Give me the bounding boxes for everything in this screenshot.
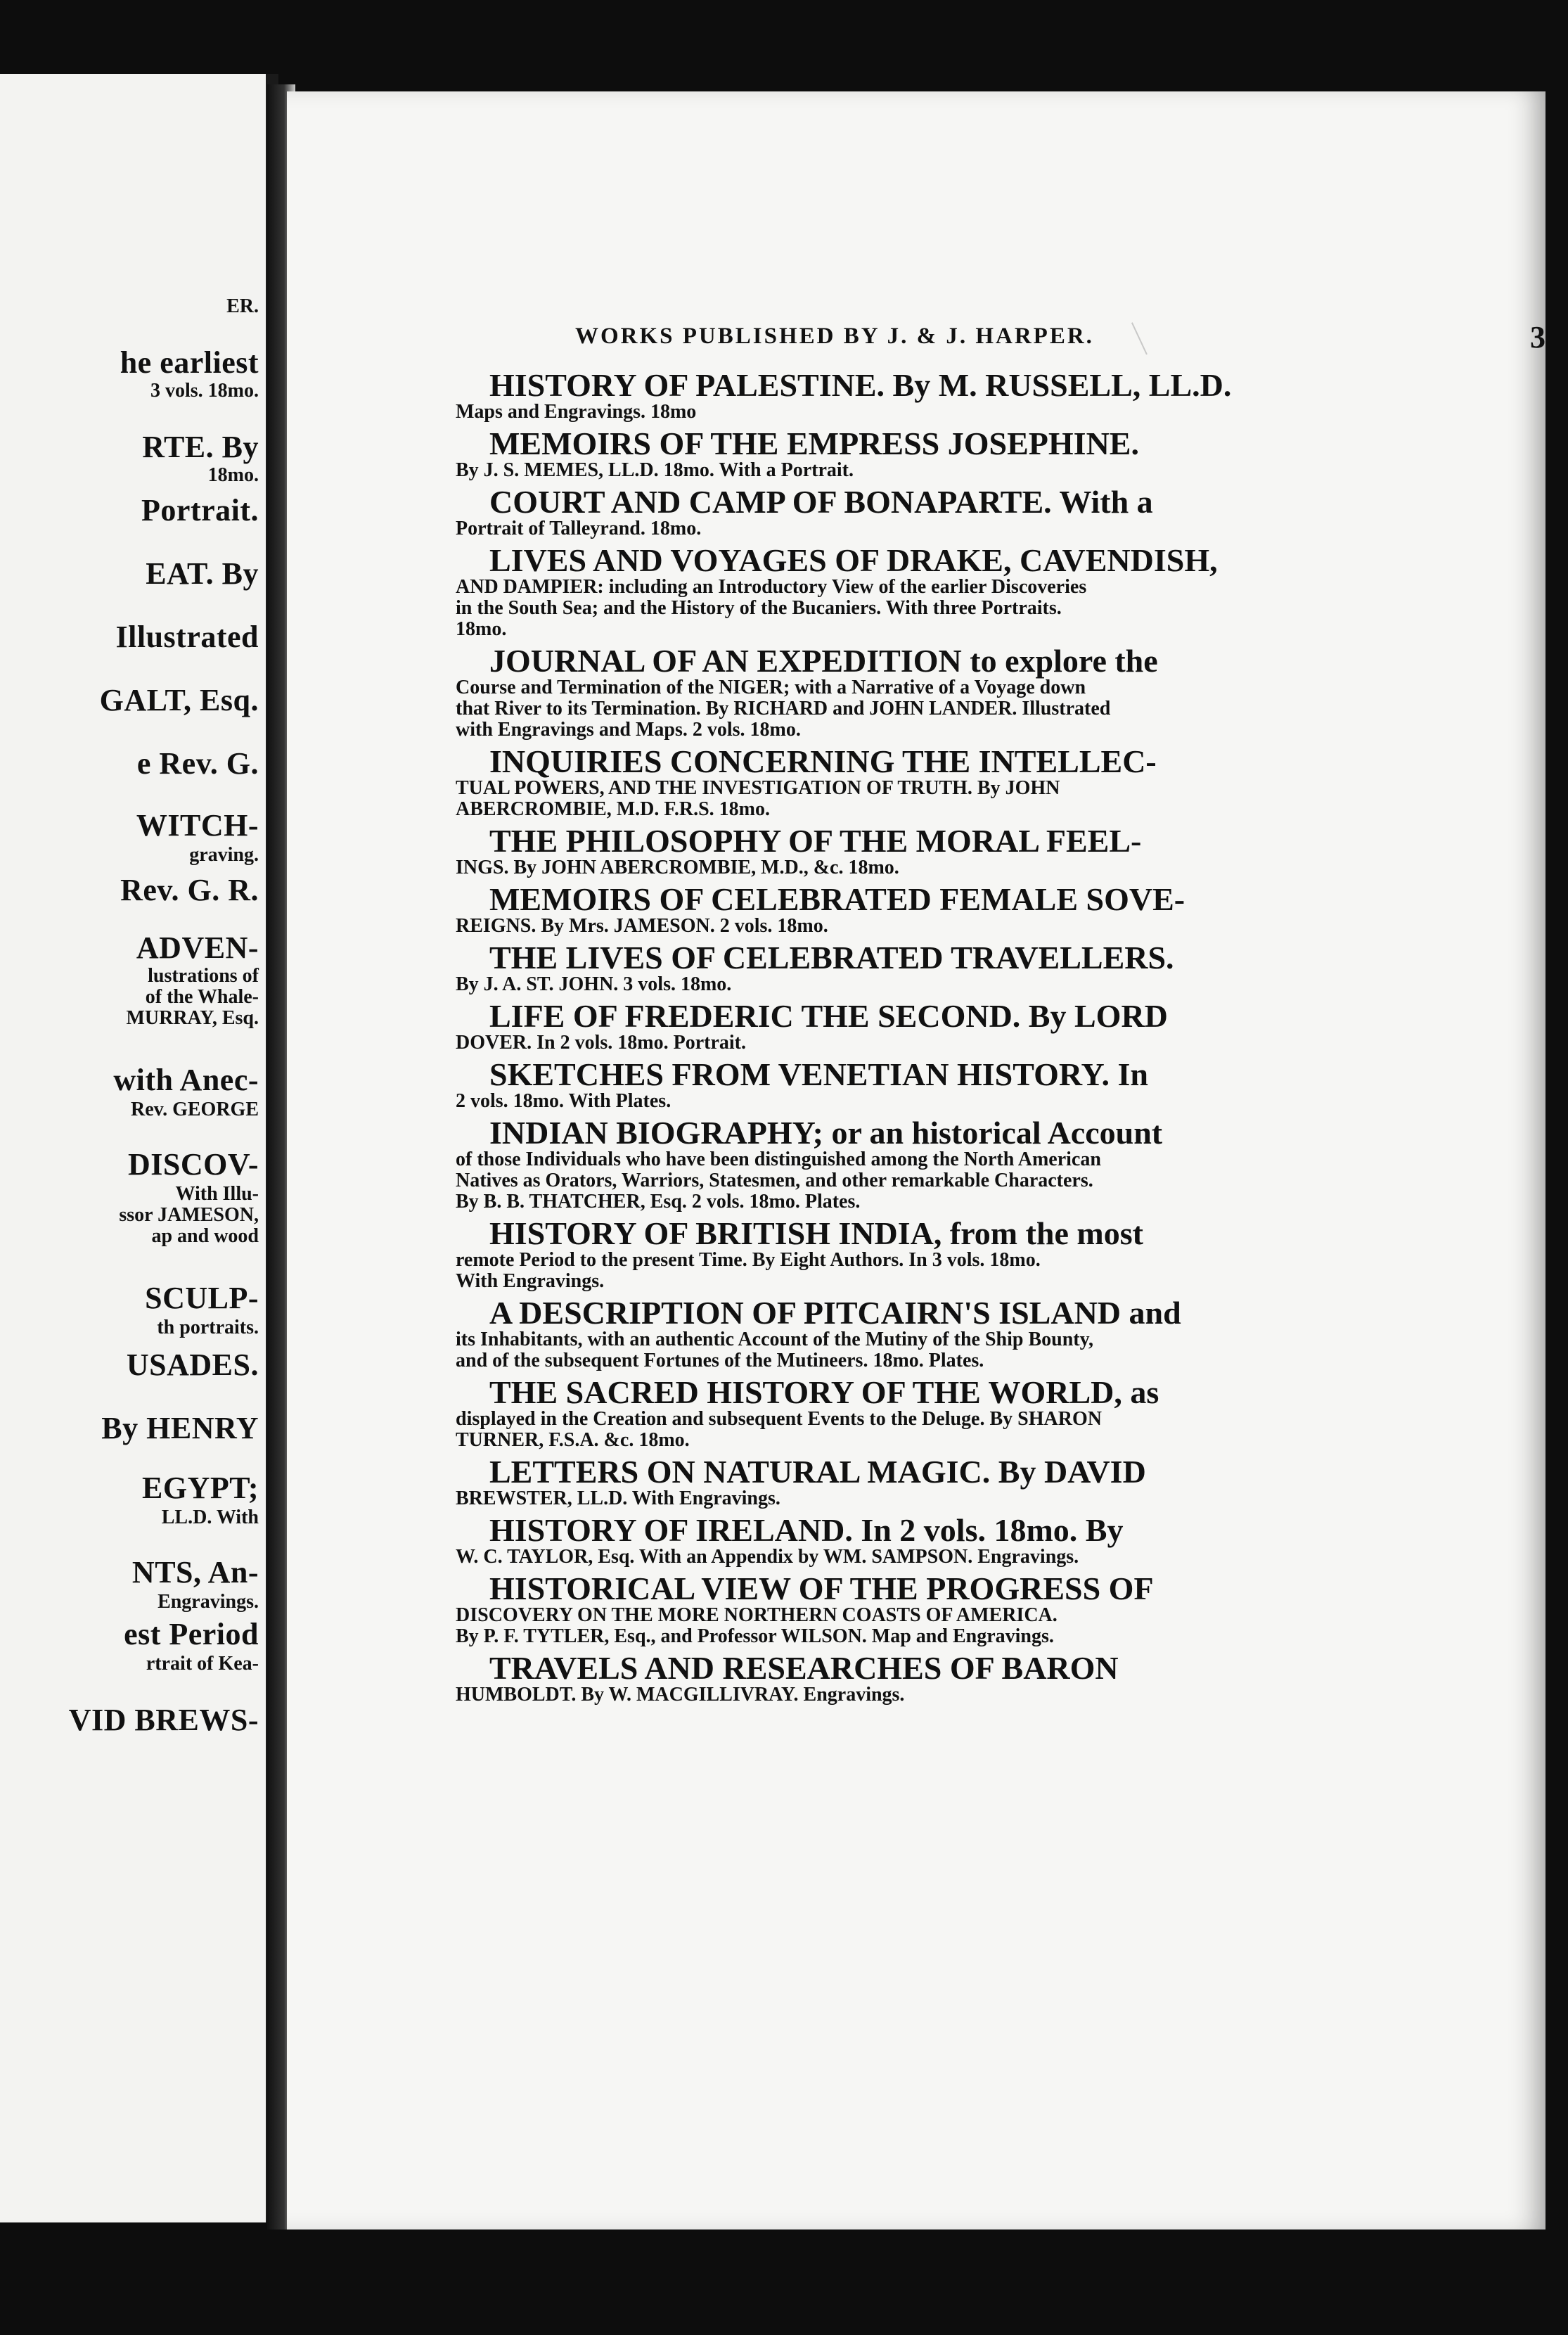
book-entry [456, 1117, 1510, 1213]
left-page-line: lustrations of [148, 965, 259, 987]
book-description: of those Individuals who have been distinguished among the North American Natives as Orators, Warriors, Statesmen, and other remarkable Characters. By B. B. THATCHER, Esq. 2 vols. 18mo. Plates. [456, 1149, 1101, 1213]
book-description: BREWSTER, LL.D. With Engravings. [456, 1488, 780, 1509]
book-description: W. C. TAYLOR, Esq. With an Appendix by WM. SAMPSON. Engravings. [456, 1546, 1079, 1568]
book-title: JOURNAL OF AN EXPEDITION to explore the [489, 643, 1158, 679]
left-page-line: graving. [189, 844, 259, 866]
book-title: A DESCRIPTION OF PITCAIRN'S ISLAND and [489, 1295, 1181, 1331]
book-entry [456, 1652, 1510, 1706]
book-title: HISTORY OF BRITISH INDIA, from the most [489, 1215, 1143, 1251]
book-entry [456, 486, 1510, 539]
book-entry [456, 1570, 1510, 1647]
book-title: INDIAN BIOGRAPHY; or an historical Account [489, 1115, 1163, 1151]
book-description: HUMBOLDT. By W. MACGILLIVRAY. Engravings. [456, 1684, 905, 1706]
book-entry [456, 883, 1510, 937]
left-page-line: ADVEN- [136, 930, 259, 965]
running-title: WORKS PUBLISHED BY J. & J. HARPER. [575, 324, 1094, 349]
book-entry [456, 1456, 1510, 1509]
left-page-line: USADES. [126, 1348, 259, 1382]
book-description: TUAL POWERS, AND THE INVESTIGATION OF TRUTH. By JOHN ABERCROMBIE, M.D. F.R.S. 18mo. [456, 777, 1060, 820]
book-description: Maps and Engravings. 18mo [456, 401, 697, 423]
book-title: THE PHILOSOPHY OF THE MORAL FEEL- [489, 823, 1142, 859]
book-title: THE LIVES OF CELEBRATED TRAVELLERS. [489, 940, 1174, 975]
book-title: INQUIRIES CONCERNING THE INTELLEC- [489, 743, 1157, 779]
book-description: By J. S. MEMES, LL.D. 18mo. With a Portrait. [456, 459, 854, 481]
left-page-line: MURRAY, Esq. [126, 1007, 259, 1029]
left-page-line: he earliest [120, 345, 259, 380]
book-description: 2 vols. 18mo. With Plates. [456, 1090, 671, 1112]
left-page-line: ap and wood [151, 1225, 259, 1247]
left-page-line: Illustrated [115, 620, 259, 654]
left-page-line: With Illu- [175, 1183, 259, 1205]
page-number: 3 [1530, 320, 1545, 354]
left-page-line: e Rev. G. [136, 746, 259, 781]
book-title: SKETCHES FROM VENETIAN HISTORY. In [489, 1056, 1148, 1092]
book-entry [456, 743, 1510, 820]
book-title: LETTERS ON NATURAL MAGIC. By DAVID [489, 1454, 1146, 1490]
book-entry [456, 544, 1510, 640]
book-entry [456, 428, 1510, 481]
book-title: COURT AND CAMP OF BONAPARTE. With a [489, 484, 1153, 520]
left-page-line: NTS, An- [131, 1555, 259, 1589]
book-description: remote Period to the present Time. By Eight Authors. In 3 vols. 18mo. With Engravings. [456, 1249, 1041, 1292]
right-page [287, 91, 1545, 2230]
book-entry [456, 1058, 1510, 1112]
book-description: INGS. By JOHN ABERCROMBIE, M.D., &c. 18mo. [456, 857, 899, 878]
book-title: HISTORICAL VIEW OF THE PROGRESS OF [489, 1570, 1154, 1606]
left-page-line: Rev. GEORGE [130, 1099, 259, 1120]
book-title: HISTORY OF IRELAND. In 2 vols. 18mo. By [489, 1512, 1124, 1548]
running-header [575, 320, 1545, 354]
book-title: LIFE OF FREDERIC THE SECOND. By LORD [489, 998, 1168, 1034]
book-description: REIGNS. By Mrs. JAMESON. 2 vols. 18mo. [456, 915, 828, 937]
left-page-line: th portraits. [157, 1317, 259, 1338]
left-page-line: DISCOV- [127, 1147, 259, 1182]
book-entry [456, 1514, 1510, 1568]
left-page-line: Engravings. [158, 1591, 259, 1613]
left-facing-page [0, 74, 278, 2222]
book-description: Course and Termination of the NIGER; with a Narrative of a Voyage down that River to its Termination. By RICHARD and JOHN LANDER. Illustrated with Engravings and Maps. 2 vols. 18mo. [456, 677, 1111, 741]
book-entry [456, 645, 1510, 741]
book-entry [456, 942, 1510, 995]
left-page-line: Rev. G. R. [120, 873, 259, 907]
left-page-line: EGYPT; [142, 1471, 259, 1505]
left-page-line: Portrait. [141, 493, 259, 527]
book-description: DOVER. In 2 vols. 18mo. Portrait. [456, 1032, 746, 1054]
left-page-line: WITCH- [136, 808, 259, 843]
book-description: its Inhabitants, with an authentic Account of the Mutiny of the Ship Bounty, and of the subsequent Fortunes of the Mutineers. 18mo. Plates. [456, 1329, 1094, 1371]
book-title: MEMOIRS OF CELEBRATED FEMALE SOVE- [489, 881, 1185, 917]
book-title: LIVES AND VOYAGES OF DRAKE, CAVENDISH, [489, 542, 1218, 578]
book-title: HISTORY OF PALESTINE. By M. RUSSELL, LL.D. [489, 367, 1232, 403]
left-page-line: 18mo. [207, 464, 259, 486]
left-page-line: rtrait of Kea- [146, 1653, 259, 1675]
book-entry [456, 825, 1510, 878]
book-entry [456, 1217, 1510, 1292]
book-list [456, 369, 1510, 1710]
left-page-line: By HENRY [101, 1411, 259, 1445]
left-page-line: SCULP- [145, 1281, 259, 1315]
book-entry [456, 369, 1510, 423]
left-page-line: of the Whale- [145, 986, 259, 1008]
left-page-line: est Period [124, 1617, 259, 1651]
book-description: displayed in the Creation and subsequent Events to the Deluge. By SHARON TURNER, F.S.A. &c. 18mo. [456, 1408, 1102, 1451]
book-description: DISCOVERY ON THE MORE NORTHERN COASTS OF AMERICA. By P. F. TYTLER, Esq., and Professor WILSON. Map and Engravings. [456, 1604, 1058, 1647]
left-page-line: 3 vols. 18mo. [150, 380, 259, 402]
book-description: By J. A. ST. JOHN. 3 vols. 18mo. [456, 973, 732, 995]
book-entry [456, 1000, 1510, 1054]
book-entry [456, 1376, 1510, 1451]
left-page-line: ssor JAMESON, [119, 1204, 259, 1226]
left-page-line: ER. [226, 295, 259, 317]
left-page-line: RTE. By [142, 430, 259, 464]
left-page-line: GALT, Esq. [99, 683, 259, 717]
book-description: Portrait of Talleyrand. 18mo. [456, 518, 702, 539]
left-page-line: VID BREWS- [68, 1703, 259, 1737]
left-page-line: EAT. By [146, 556, 259, 591]
book-entry [456, 1297, 1510, 1371]
book-title: MEMOIRS OF THE EMPRESS JOSEPHINE. [489, 426, 1139, 461]
book-description: AND DAMPIER: including an Introductory View of the earlier Discoveries in the South Sea; and the History of the Bucaniers. With three Portraits. 18mo. [456, 576, 1087, 640]
left-page-line: with Anec- [113, 1063, 259, 1097]
book-title: THE SACRED HISTORY OF THE WORLD, as [489, 1374, 1159, 1410]
left-page-line: LL.D. With [161, 1506, 259, 1528]
book-title: TRAVELS AND RESEARCHES OF BARON [489, 1650, 1119, 1686]
